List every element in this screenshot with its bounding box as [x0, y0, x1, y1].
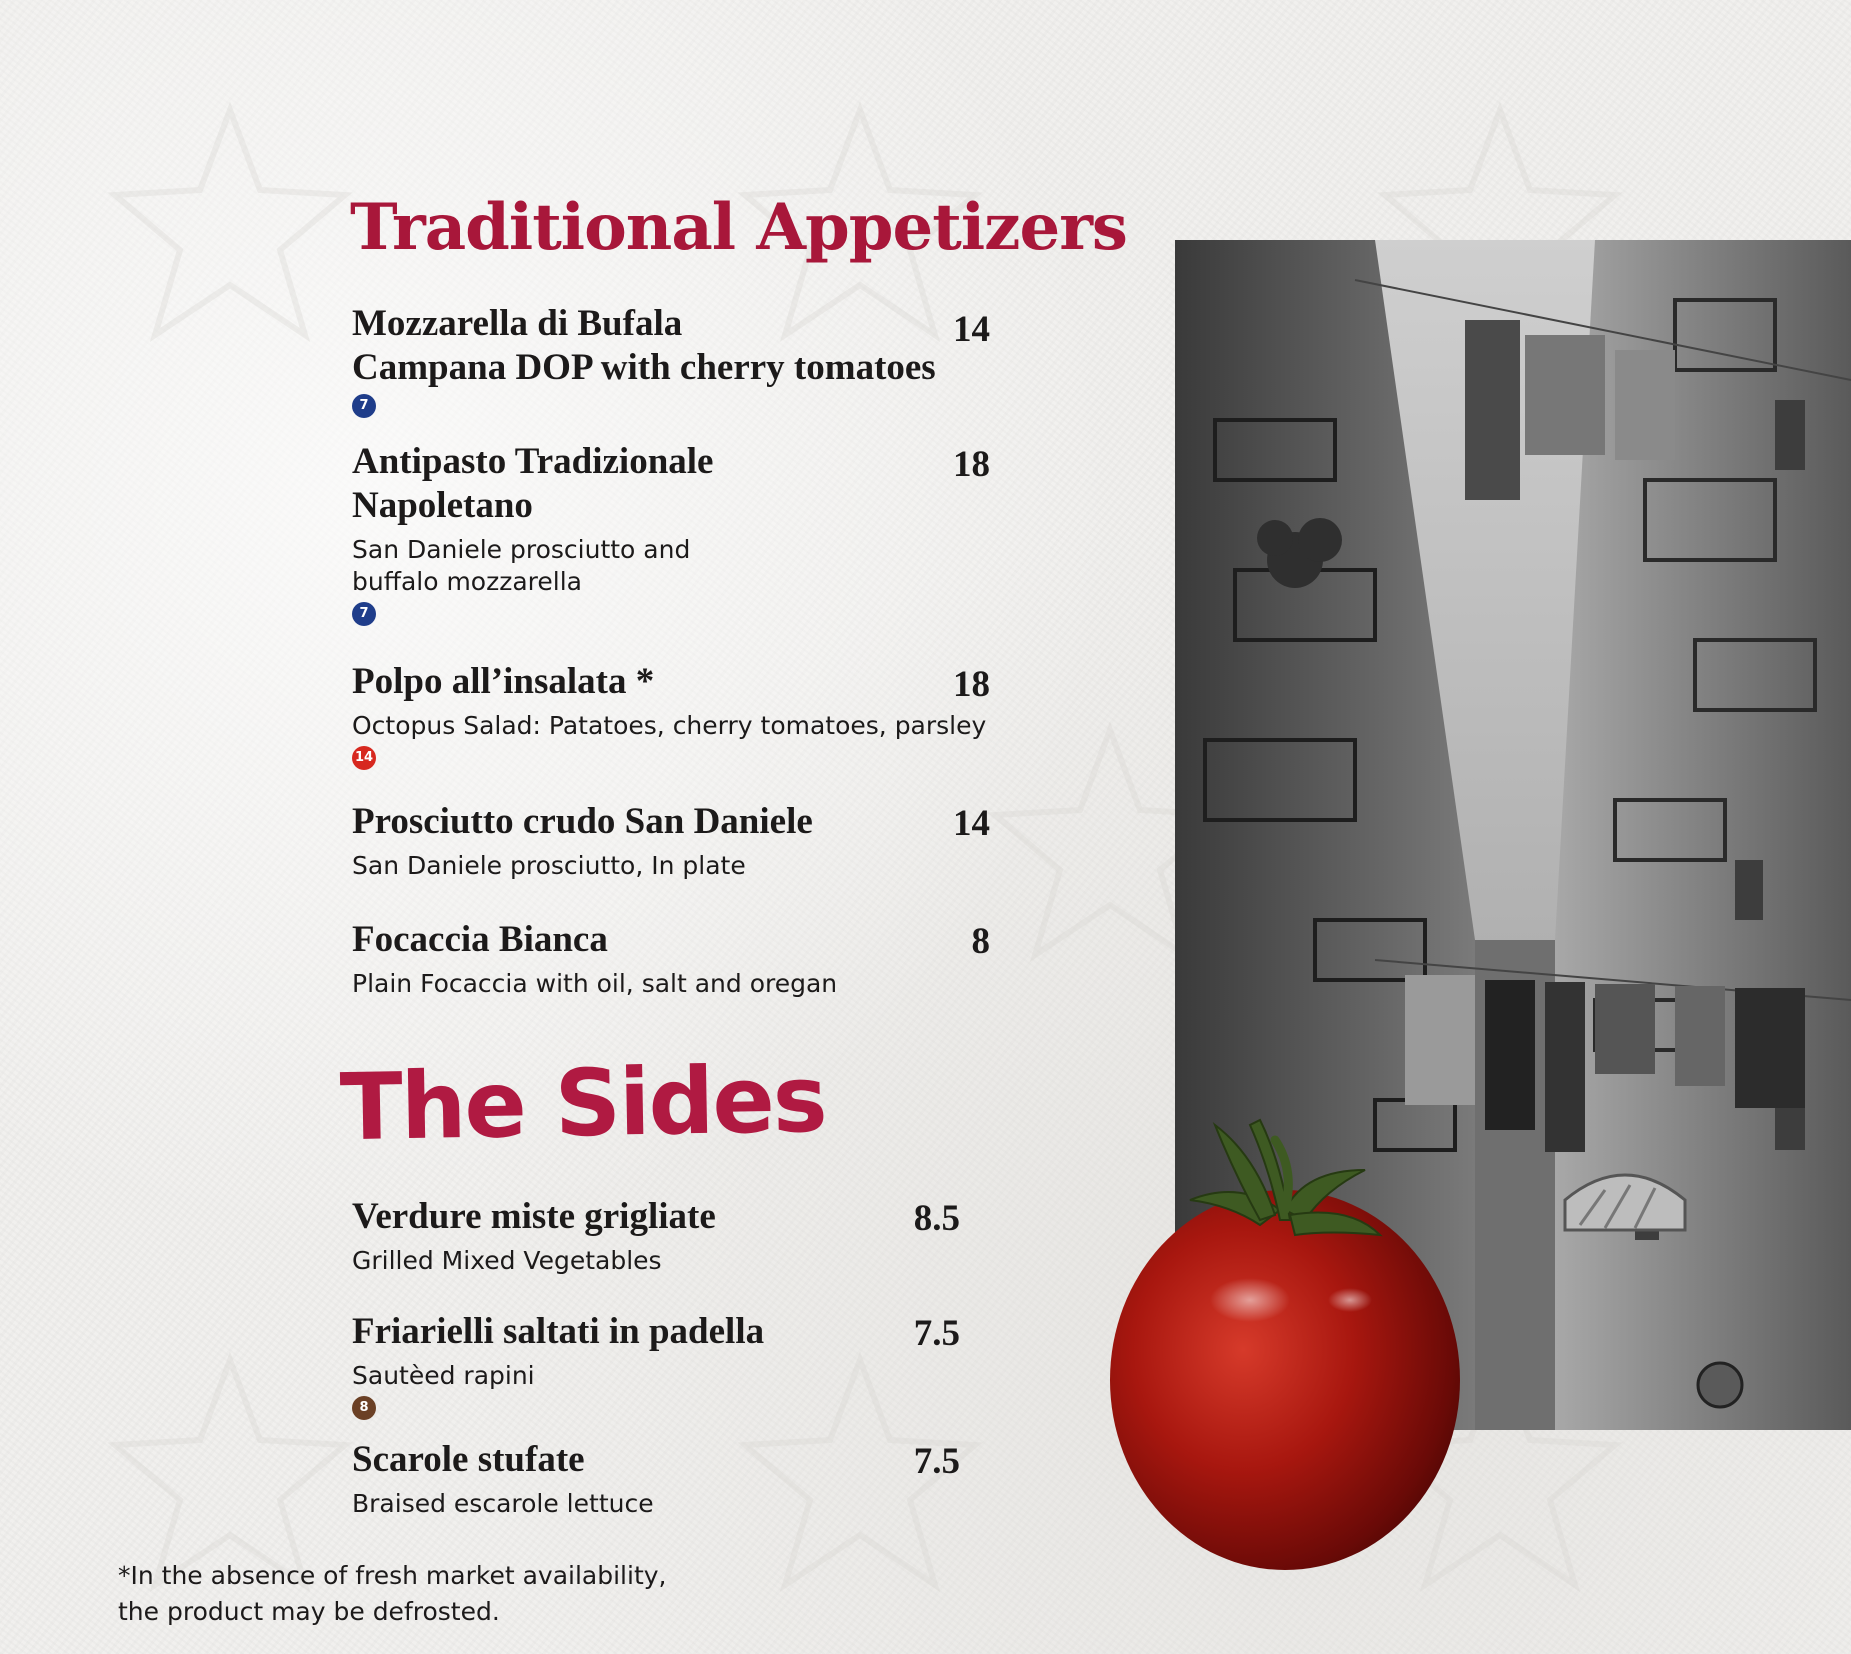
- item-description: San Daniele prosciutto and: [352, 535, 691, 564]
- item-description: San Daniele prosciutto, In plate: [352, 851, 746, 880]
- item-description: Octopus Salad: Patatoes, cherry tomatoes, parsley: [352, 711, 987, 740]
- item-name-line2: Napoletano: [352, 485, 533, 526]
- item-name-line2: Campana DOP with cherry tomatoes: [352, 347, 936, 388]
- item-name: Verdure miste grigliate: [352, 1196, 716, 1237]
- sides-title: The Sides: [339, 1045, 827, 1162]
- item-name: Scarole stufate: [352, 1439, 585, 1480]
- item-price: 8: [971, 921, 990, 962]
- footnote: [118, 1558, 738, 1630]
- item-name: Polpo all’insalata *: [352, 661, 655, 702]
- item-price: 18: [953, 444, 990, 485]
- item-price: 7.5: [913, 1441, 960, 1482]
- appetizers-title: Traditional Appetizers: [350, 190, 1127, 265]
- item-price: 18: [953, 664, 990, 705]
- item-description-line2: buffalo mozzarella: [352, 567, 582, 596]
- allergen-badge: 7: [352, 394, 376, 418]
- item-name: Focaccia Bianca: [352, 919, 608, 960]
- item-name: Friarielli saltati in padella: [352, 1311, 765, 1352]
- item-description: Sautèed rapini: [352, 1361, 535, 1390]
- allergen-badge: 14: [352, 746, 376, 770]
- item-name: Antipasto Tradizionale: [352, 441, 714, 482]
- item-price: 8.5: [913, 1198, 960, 1239]
- allergen-badge: 8: [352, 1396, 376, 1420]
- item-price: 14: [953, 803, 990, 844]
- item-price: 7.5: [913, 1313, 960, 1354]
- footnote-line1: *In the absence of fresh market availability,: [118, 1561, 667, 1590]
- item-description: Braised escarole lettuce: [352, 1489, 654, 1518]
- item-description: Grilled Mixed Vegetables: [352, 1246, 662, 1275]
- footnote-line2: the product may be defrosted.: [118, 1597, 500, 1626]
- item-name: Prosciutto crudo San Daniele: [352, 801, 813, 842]
- tomato-illustration: [1100, 1060, 1460, 1580]
- item-name: Mozzarella di Bufala: [352, 303, 683, 344]
- item-price: 14: [953, 309, 990, 350]
- item-description: Plain Focaccia with oil, salt and oregan: [352, 969, 838, 998]
- allergen-badge: 7: [352, 602, 376, 626]
